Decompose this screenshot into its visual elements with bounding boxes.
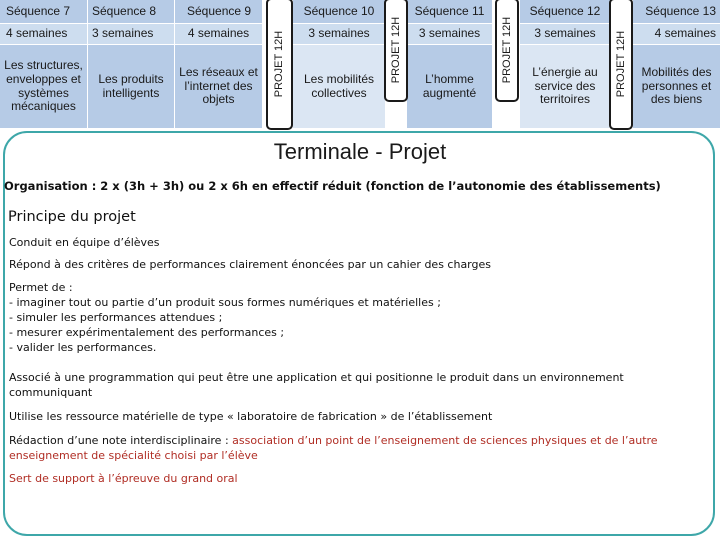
seq-13-header: Séquence 13 — [633, 0, 720, 23]
seq-11-header: Séquence 11 — [407, 0, 492, 23]
seq-7-theme: Les structures, enveloppes et systèmes mécaniques — [0, 45, 87, 128]
seq-12-duration: 3 semaines — [520, 24, 610, 44]
seq-9-theme: Les réseaux et l’internet des objets — [175, 45, 262, 128]
principe-heading: Principe du projet — [8, 209, 136, 225]
projet-block-4 — [609, 0, 633, 130]
seq-11-theme: L’homme augmenté — [407, 45, 492, 128]
permet-point-4: - valider les performances. — [9, 340, 157, 354]
redaction-intro: Rédaction d’une note interdisciplinaire : — [9, 434, 233, 447]
item-conduit: Conduit en équipe d’élèves — [9, 236, 160, 249]
item-associe — [9, 371, 699, 401]
seq-12-header: Séquence 12 — [520, 0, 610, 23]
item-redaction — [9, 434, 699, 464]
seq-11-duration: 3 semaines — [407, 24, 492, 44]
seq-7-duration: 4 semaines — [0, 24, 87, 44]
seq-10-duration: 3 semaines — [293, 24, 385, 44]
seq-7-header: Séquence 7 — [0, 0, 87, 23]
item-permet — [9, 281, 699, 356]
redaction-highlight-2: enseignement de spécialité choisi par l’élève — [9, 448, 258, 462]
projet-label-4: PROJET 12H — [615, 30, 627, 98]
item-repond: Répond à des critères de performances clairement énoncées par un cahier des charges — [9, 258, 491, 271]
permet-point-1: - imaginer tout ou partie d’un produit sous formes numériques et matérielles ; — [9, 295, 441, 309]
projet-label-2: PROJET 12H — [390, 16, 402, 84]
seq-13-theme: Mobilités des personnes et des biens — [633, 45, 720, 128]
permet-point-2: - simuler les performances attendues ; — [9, 310, 223, 324]
item-utilise: Utilise les ressource matérielle de type « laboratoire de fabrication » de l’établissement — [9, 410, 493, 423]
seq-10-theme: Les mobilités collectives — [293, 45, 385, 128]
seq-9-header: Séquence 9 — [175, 0, 262, 23]
associe-line-1: Associé à une programmation qui peut être une application et qui positionne le produit dans un environnement — [9, 371, 624, 384]
organisation-text: Organisation : 2 x (3h + 3h) ou 2 x 6h en effectif réduit (fonction de l’autonomie des établissements) — [4, 179, 661, 193]
seq-12-theme: L’énergie au service des territoires — [520, 45, 610, 128]
permet-point-3: - mesurer expérimentalement des performances ; — [9, 325, 285, 339]
permet-intro: Permet de : — [9, 281, 73, 294]
seq-10-header: Séquence 10 — [293, 0, 385, 23]
redaction-highlight-1: association d’un point de l’enseignement de sciences physiques et de l’autre — [232, 434, 658, 447]
seq-9-duration: 4 semaines — [175, 24, 262, 44]
projet-block-3 — [495, 0, 519, 102]
seq-8-theme: Les produits intelligents — [88, 45, 174, 128]
projet-block-1 — [266, 0, 293, 130]
seq-8-header: Séquence 8 — [88, 0, 174, 23]
projet-label-3: PROJET 12H — [501, 16, 513, 84]
projet-block-2 — [384, 0, 408, 102]
seq-8-duration: 3 semaines — [88, 24, 174, 44]
projet-label-1: PROJET 12H — [273, 30, 286, 98]
item-support: Sert de support à l’épreuve du grand oral — [9, 472, 238, 485]
seq-13-duration: 4 semaines — [633, 24, 720, 44]
associe-line-2: communiquant — [9, 385, 93, 399]
page-title: Terminale - Projet — [273, 139, 447, 164]
